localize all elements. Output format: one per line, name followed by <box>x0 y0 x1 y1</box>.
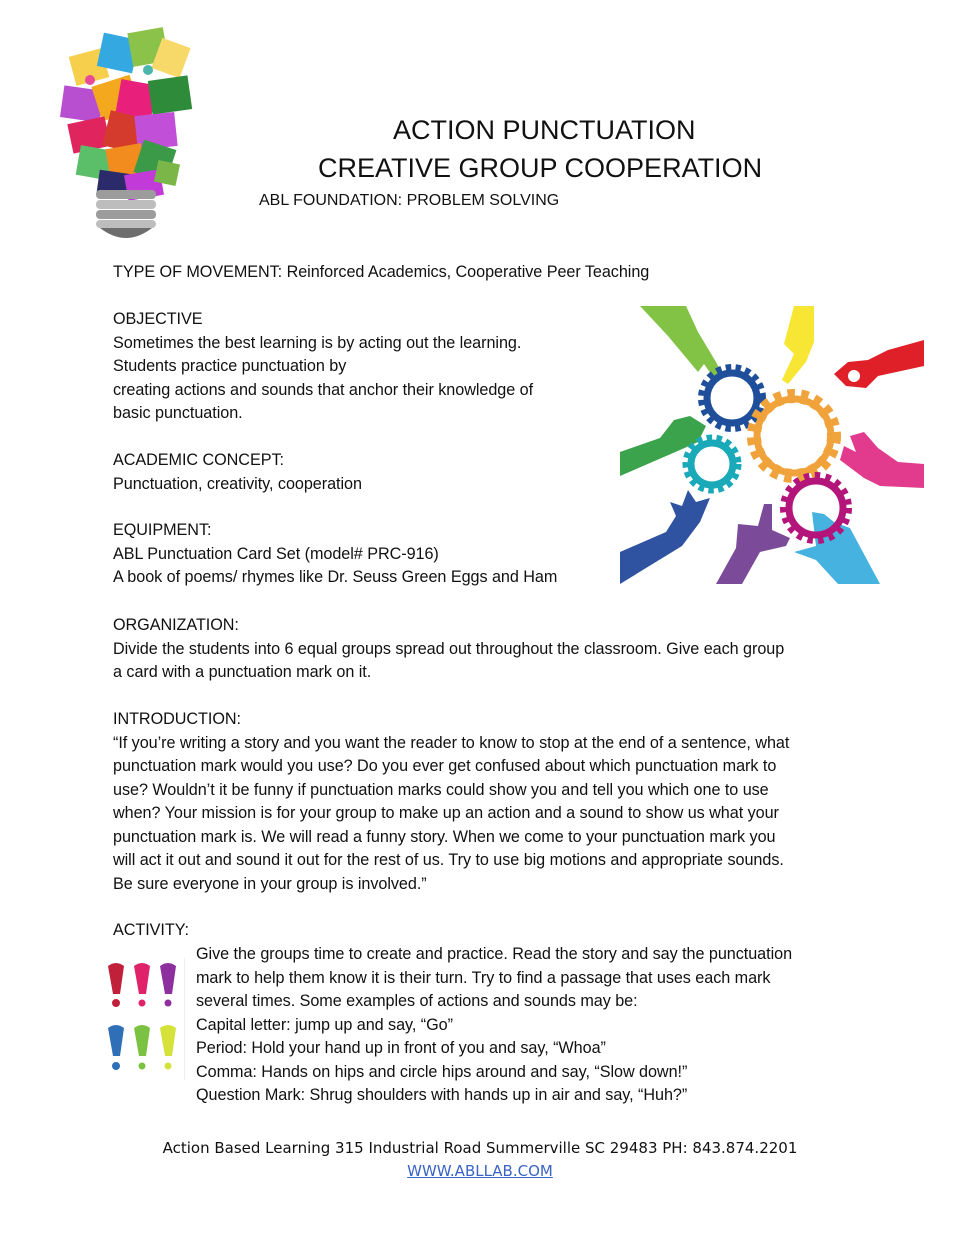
website-link[interactable]: WWW.ABLLAB.COM <box>407 1162 553 1180</box>
activity-body <box>196 943 792 1108</box>
activity-example-question: Question Mark: Shrug shoulders with hands up in air and say, “Huh?” <box>196 1086 688 1104</box>
introduction-line: “If you’re writing a story and you want the reader to know to stop at the end of a sentence, what <box>113 733 790 752</box>
equipment-section <box>113 519 557 590</box>
introduction-section <box>113 708 789 896</box>
academic-concept-section <box>113 449 362 496</box>
activity-heading: ACTIVITY: <box>113 921 190 939</box>
academic-concept-heading: ACADEMIC CONCEPT: <box>113 451 284 469</box>
objective-line: Sometimes the best learning is by acting out the learning. <box>113 333 522 352</box>
puzzle-lightbulb-icon <box>52 22 200 244</box>
introduction-line: punctuation mark would you use? Do you ever get confused about which punctuation mark to <box>113 757 777 775</box>
page-title-line2: CREATIVE GROUP COOPERATION <box>318 153 763 183</box>
activity-example-comma: Comma: Hands on hips and circle hips around and say, “Slow down!” <box>196 1062 688 1081</box>
equipment-line: A book of poems/ rhymes like Dr. Seuss Green Eggs and Ham <box>113 568 558 586</box>
introduction-line: Be sure everyone in your group is involved.” <box>113 874 427 893</box>
introduction-line: will act it out and sound it out for the rest of us. Try to use big motions and appropriate sounds. <box>113 851 784 869</box>
activity-line: mark to help them know it is their turn. Try to find a passage that uses each mark <box>196 968 771 987</box>
organization-heading: ORGANIZATION: <box>113 616 239 634</box>
activity-example-period: Period: Hold your hand up in front of you and say, “Whoa” <box>196 1039 606 1057</box>
introduction-line: when? Your mission is for your group to make up an action and a sound to show us what your <box>113 804 779 822</box>
equipment-line: ABL Punctuation Card Set (model# PRC-916) <box>113 544 439 563</box>
organization-line: Divide the students into 6 equal groups spread out throughout the classroom. Give each group <box>113 639 785 658</box>
page-title-line1: ACTION PUNCTUATION <box>393 115 696 145</box>
organization-section <box>113 614 784 685</box>
objective-line: basic punctuation. <box>113 404 243 422</box>
introduction-line: punctuation mark is. We will read a funny story. When we come to your punctuation mark you <box>113 827 776 846</box>
objective-heading: OBJECTIVE <box>113 310 203 328</box>
organization-line: a card with a punctuation mark on it. <box>113 663 372 681</box>
activity-line: several times. Some examples of actions and sounds may be: <box>196 992 638 1010</box>
activity-example-capital: Capital letter: jump up and say, “Go” <box>196 1015 453 1034</box>
equipment-heading: EQUIPMENT: <box>113 521 212 539</box>
foundation-subtitle: ABL FOUNDATION: PROBLEM SOLVING <box>259 192 560 209</box>
hands-gears-illustration <box>618 302 928 587</box>
objective-line: creating actions and sounds that anchor their knowledge of <box>113 380 534 399</box>
movement-type: TYPE OF MOVEMENT: Reinforced Academics, Cooperative Peer Teaching <box>113 263 650 281</box>
objective-line: Students practice punctuation by <box>113 357 347 375</box>
objective-section <box>113 308 533 426</box>
academic-concept-line: Punctuation, creativity, cooperation <box>113 474 362 493</box>
introduction-heading: INTRODUCTION: <box>113 710 241 728</box>
activity-line: Give the groups time to create and practice. Read the story and say the punctuation <box>196 945 793 963</box>
footer-address: Action Based Learning 315 Industrial Road Summerville SC 29483 PH: 843.874.2201 <box>162 1139 798 1157</box>
introduction-line: use? Wouldn’t it be funny if punctuation marks could show you and tell you which one to use <box>113 780 769 799</box>
exclamation-marks-image <box>104 958 185 1080</box>
footer-link-row <box>0 1162 960 1180</box>
